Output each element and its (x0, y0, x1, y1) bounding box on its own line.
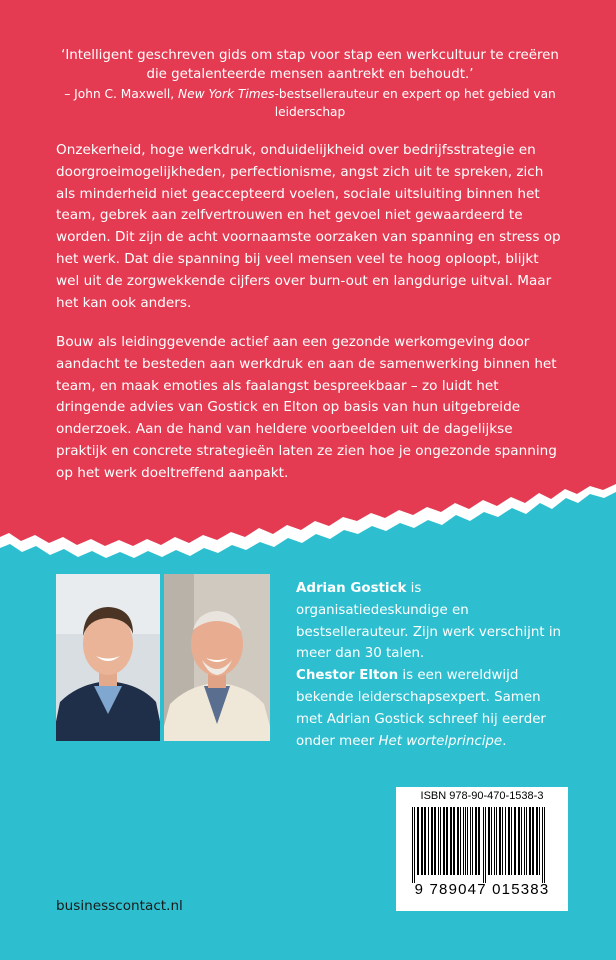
isbn-barcode (396, 787, 568, 911)
attribution-suffix: -bestsellerauteur en expert op het gebied van leiderschap (274, 87, 556, 119)
author2-book-title: Het wortelprincipe (378, 733, 503, 749)
author-photo-adrian-gostick (56, 574, 160, 741)
author2-bio-end: . (502, 733, 507, 749)
ean-digits: 9 789047 015383 (414, 881, 550, 898)
author2-name: Chestor Elton (296, 668, 399, 684)
author-bios (296, 578, 568, 752)
author-photo-chestor-elton (164, 574, 270, 741)
barcode-bars (406, 807, 558, 883)
author1-bio: is organisatiedeskundige en bestsellerauteur. Zijn werk verschijnt in meer dan 30 talen. (296, 581, 562, 662)
quote-attribution (60, 85, 560, 121)
isbn-label: ISBN 978-90-470-1538-3 (420, 790, 544, 802)
author2-bio: is een wereldwijd bekende leiderschapsexpert. Samen met Adrian Gostick schreef hij eerder onder meer (296, 668, 546, 749)
publisher-website: businesscontact.nl (56, 898, 183, 914)
quote-text: ‘Intelligent geschreven gids om stap voor stap een werkcultuur te creëren die getalenteerde mensen aantrekt en behoudt.’ (61, 48, 559, 82)
blurb-paragraph-1: Onzekerheid, hoge werkdruk, onduidelijkheid over bedrijfsstrategie en doorgroeimogelijkheden, perfectionisme, angst zich uit te spreken, zich als minderheid niet geaccepteerd voelen, sociale uitsluiting binnen het team, gebrek aan zelfvertrouwen en het gevoel niet gewaardeerd te worden. Dit zijn de acht voornaamste oorzaken van spanning en stress op het werk. Dat die spanning bij veel mensen veel te hoog oploopt, blijkt wel uit de zorgwekkende cijfers over burn-out en langdurige uitval. Maar het kan ook anders. (56, 142, 561, 311)
blurb-paragraph-2: Bouw als leidinggevende actief aan een gezonde werkomgeving door aandacht te besteden aan werkdruk en aan de samenwerking binnen het team, en maak emoties als faalangst bespreekbaar – zo luidt het dringende advies van Gostick en Elton op basis van hun uitgebreide onderzoek. Aan de hand van heldere voorbeelden uit de dagelijkse praktijk en concrete strategieën laten ze zien hoe je ongezonde spanning op het werk doeltreffend aanpakt. (56, 334, 557, 481)
attribution-prefix: – John C. Maxwell, (64, 87, 178, 101)
attribution-publication: New York Times (178, 87, 275, 101)
author-photos (56, 574, 270, 741)
author1-name: Adrian Gostick (296, 581, 407, 596)
endorsement-quote (60, 46, 560, 121)
